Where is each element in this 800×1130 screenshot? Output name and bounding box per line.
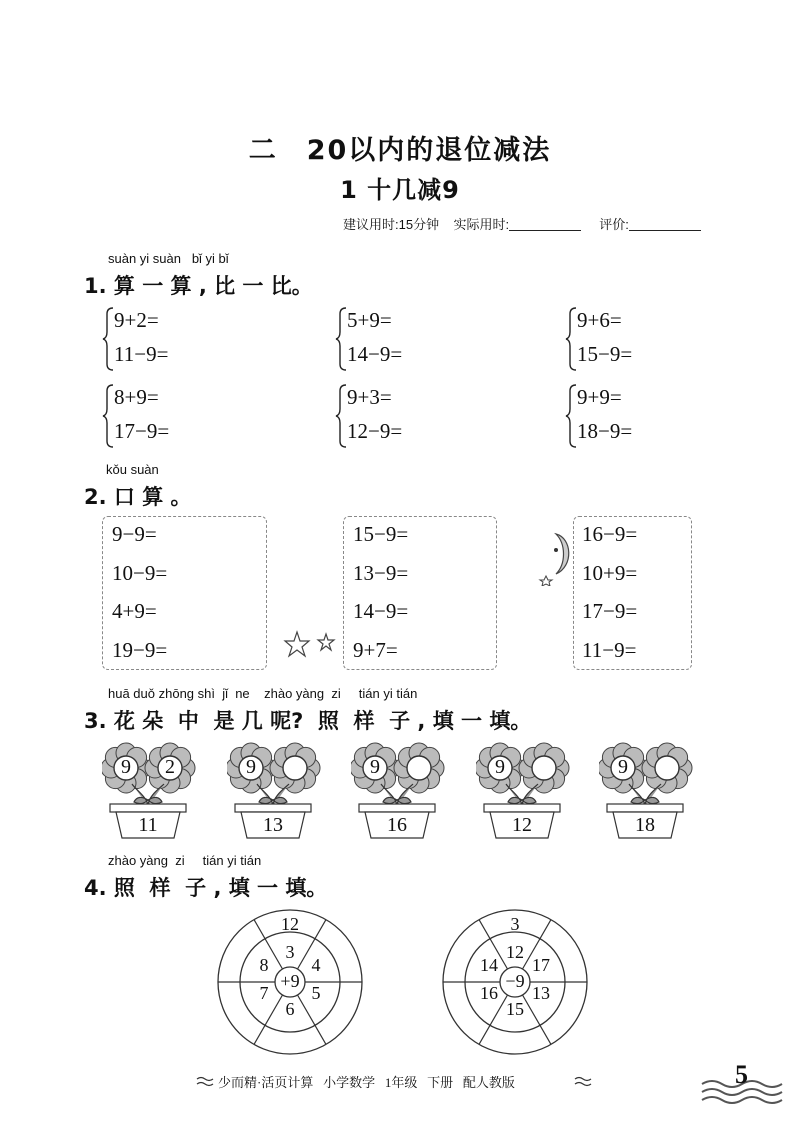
footer-text: 少而精·活页计算 小学数学 1年级 下册 配人教版 <box>218 1075 515 1090</box>
q1-equation[interactable]: 8+9= <box>114 385 159 409</box>
wheel-center: −9 <box>505 971 525 991</box>
flower-left-number: 9 <box>121 756 131 778</box>
q2-equation[interactable]: 11−9= <box>582 638 637 662</box>
q2-pinyin: kǒu suàn <box>106 462 159 477</box>
q1-equation[interactable]: 17−9= <box>114 419 170 443</box>
star-decoration-icon <box>282 630 342 660</box>
actual-time-blank[interactable] <box>509 217 581 231</box>
wheel-top[interactable]: 12 <box>506 942 524 962</box>
q2-equation[interactable]: 19−9= <box>112 638 168 662</box>
pot-rim <box>110 804 186 812</box>
q1-equation[interactable]: 18−9= <box>577 419 633 443</box>
flower-center[interactable] <box>532 756 556 780</box>
wheel-left-bottom[interactable]: 16 <box>480 983 498 1003</box>
page-number: 5 <box>735 1060 748 1089</box>
q4-pinyin: zhào yàng zi tián yi tián <box>108 853 262 868</box>
wheel-right-bottom[interactable]: 13 <box>532 983 550 1003</box>
q2-equation[interactable]: 10−9= <box>112 561 168 585</box>
wheel-top[interactable]: 3 <box>285 942 295 962</box>
q2-equation[interactable]: 13−9= <box>353 561 409 585</box>
flower-left-number: 9 <box>495 756 505 778</box>
pot-rim <box>484 804 560 812</box>
pot-number: 16 <box>387 814 407 836</box>
lesson-title: 1 十几减9 <box>340 176 460 204</box>
q1-equation[interactable]: 5+9= <box>347 308 392 332</box>
evaluation-label: 评价: <box>599 217 629 232</box>
q1-equation[interactable]: 9+9= <box>577 385 622 409</box>
q2-equation[interactable]: 4+9= <box>112 599 157 623</box>
pot-number: 11 <box>138 814 158 836</box>
q1-pinyin: suàn yi suàn bǐ yi bǐ <box>108 251 229 266</box>
q2-title: 2. 口 算 。 <box>84 485 192 509</box>
q2-equation[interactable]: 15−9= <box>353 522 409 546</box>
moon-decoration-icon <box>536 530 576 586</box>
chapter-title: 二 20以内的退位减法 <box>248 135 552 166</box>
q1-equation[interactable]: 9+2= <box>114 308 159 332</box>
pot-rim <box>359 804 435 812</box>
pot-number: 13 <box>263 814 283 836</box>
wheel-center: +9 <box>280 971 300 991</box>
wave-left-icon <box>196 1076 214 1088</box>
actual-time-label: 实际用时: <box>453 217 510 232</box>
flower-center[interactable] <box>655 756 679 780</box>
pot-rim <box>607 804 683 812</box>
q2-equation[interactable]: 17−9= <box>582 599 638 623</box>
q1-equation[interactable]: 9+6= <box>577 308 622 332</box>
q2-equation[interactable]: 9+7= <box>353 638 398 662</box>
wheel-left-top[interactable]: 14 <box>480 955 498 975</box>
flower-right-number[interactable]: 2 <box>165 756 175 778</box>
q3-title: 3. 花 朵 中 是 几 呢? 照 样 子 , 填 一 填。 <box>84 709 532 733</box>
wheel-outer-top: 12 <box>281 914 299 934</box>
flower-left-number: 9 <box>370 756 380 778</box>
wheel-right-top[interactable]: 4 <box>311 955 321 975</box>
flower-center[interactable] <box>283 756 307 780</box>
flower-left-number: 9 <box>618 756 628 778</box>
wheel-left-top[interactable]: 8 <box>259 955 269 975</box>
wheel-right-bottom[interactable]: 5 <box>311 983 321 1003</box>
q1-equation[interactable]: 14−9= <box>347 342 403 366</box>
meta-line <box>343 214 701 233</box>
q1-equation[interactable]: 11−9= <box>114 342 169 366</box>
q1-equation[interactable]: 12−9= <box>347 419 403 443</box>
q2-equation[interactable]: 9−9= <box>112 522 157 546</box>
wheel-outer-top: 3 <box>510 914 520 934</box>
q3-pinyin: huā duǒ zhōng shì jǐ ne zhào yàng zi tián yi tián <box>108 686 418 701</box>
suggested-time: 建议用时:15分钟 <box>343 217 440 232</box>
q1-title: 1. 算 一 算 , 比 一 比。 <box>84 274 313 298</box>
q4-title: 4. 照 样 子 , 填 一 填。 <box>84 876 328 900</box>
wheel-right-top[interactable]: 17 <box>532 955 550 975</box>
wave-right-icon <box>574 1076 592 1088</box>
wheel-bottom[interactable]: 15 <box>506 999 524 1019</box>
q1-equation[interactable]: 15−9= <box>577 342 633 366</box>
q1-equation[interactable]: 9+3= <box>347 385 392 409</box>
q2-equation[interactable]: 16−9= <box>582 522 638 546</box>
pot-rim <box>235 804 311 812</box>
q2-equation[interactable]: 10+9= <box>582 561 638 585</box>
evaluation-blank[interactable] <box>629 217 701 231</box>
wheel-bottom[interactable]: 6 <box>285 999 295 1019</box>
flower-left-number: 9 <box>246 756 256 778</box>
wheel-left-bottom[interactable]: 7 <box>259 983 269 1003</box>
pot-number: 12 <box>512 814 532 836</box>
q2-equation[interactable]: 14−9= <box>353 599 409 623</box>
pot-number: 18 <box>635 814 655 836</box>
flower-center[interactable] <box>407 756 431 780</box>
